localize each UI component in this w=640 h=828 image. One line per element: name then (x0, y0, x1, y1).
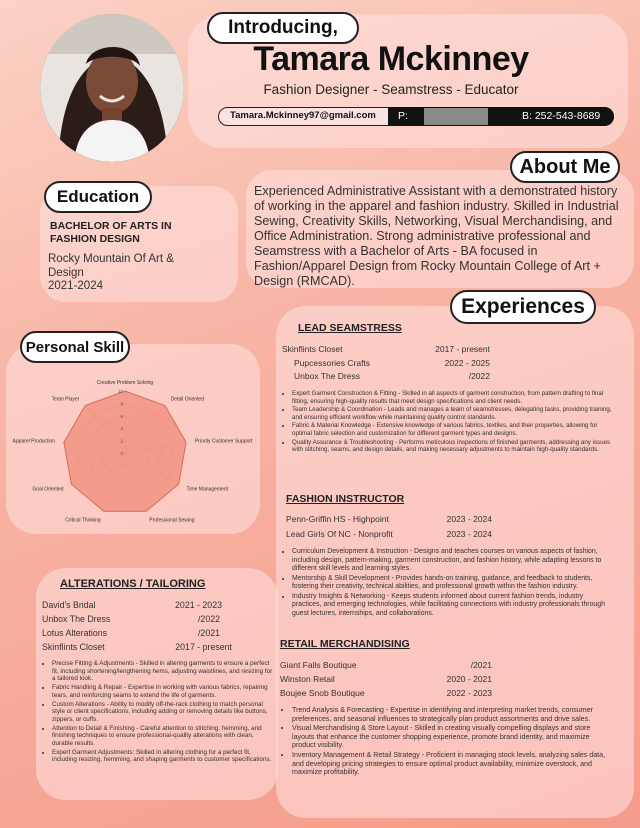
job-place: Boujee Snob Boutique (280, 688, 365, 698)
education-years: 2021-2024 (48, 280, 103, 292)
instructor-bullets (282, 548, 608, 619)
job-place: Lead Girls Of NC - Nonprofit (286, 529, 393, 539)
radar-category-label: Goal Oriented (32, 486, 64, 493)
list-item: • Team Leadership & Coordination - Leads and manages a team of seamstresses, delegating tasks, providing training, and ensuring efficient workflow while maintaining quality control standards. (292, 406, 614, 421)
alterations-bullets (42, 660, 274, 765)
about-heading-pill (510, 151, 620, 183)
job-place: Unbox The Dress (42, 614, 111, 624)
about-text: Experienced Administrative Assistant with a demonstrated history of working in the apparel and fashion industry. Skilled in Industrial Sewing, Creativity Skills, Networking, Visual Merchandising, and Office Administration. Strong administrative professional and Seamstress with a Bachelor of Arts - BA focused in Fashion/Apparel Design from Rocky Mountain College of Art + Design (RMCAD). (254, 184, 619, 288)
education-heading: Education (56, 187, 140, 206)
retail-bullets (282, 706, 606, 778)
email-text[interactable]: Tamara.Mckinney97@gmail.com (230, 110, 376, 121)
job-date: 2017 - present (435, 344, 490, 354)
person-name: Tamara Mckinney (253, 40, 529, 78)
list-item: • Custom Alterations - Ability to modify off-the-rack clothing to match personal style or client specifications, including adding or removing details like buttons, zippers, or cuffs. (52, 701, 274, 724)
radar-category-label: Priority Customer Support (194, 438, 253, 445)
list-item: • Expert Garment Adjustments: Skilled in altering clothing for a perfect fit, including resizing, hemming, and shaping garments to customer specifications. (52, 749, 274, 764)
person-subtitle: Fashion Designer - Seamstress - Educator (263, 82, 519, 97)
phone-redaction (424, 108, 488, 125)
job-row (286, 527, 492, 542)
radar-category-label: Time Management (186, 486, 228, 493)
skills-heading-pill (20, 331, 130, 363)
job-row (42, 640, 232, 654)
job-row (282, 370, 490, 384)
phone-p-label: P: (398, 110, 408, 122)
phone-b-text: B: 252-543-8689 (522, 110, 601, 122)
list-item: • Industry Insights & Networking - Keeps students informed about current fashion trends, industry practices, and emerging technologies, while facilitating connections with industry professionals through guest lectures, internships, and collaborations. (292, 593, 608, 619)
retail-merchandising-title: RETAIL MERCHANDISING (280, 638, 410, 650)
job-row (42, 626, 232, 640)
alterations-title: ALTERATIONS / TAILORING (60, 578, 206, 590)
job-place: Giant Falls Boutique (280, 660, 357, 670)
job-date: 2017 - present (175, 642, 232, 652)
list-item: • Fabric Handling & Repair - Expertise in working with various fabrics, repairing tears, and reinforcing seams to extend the life of garments. (52, 684, 274, 699)
radar-category-label: Critical Thinking (65, 517, 101, 524)
lead-seamstress-title: LEAD SEAMSTRESS (298, 322, 402, 334)
skills-radar-chart (0, 370, 260, 530)
job-date: /2021 (197, 628, 220, 638)
job-date: 2022 - 2025 (444, 357, 490, 368)
job-row (282, 357, 490, 371)
education-heading-pill (44, 181, 152, 213)
fashion-instructor-title: FASHION INSTRUCTOR (286, 493, 405, 505)
radar-tick-label: 0 (120, 451, 123, 456)
list-item: • Fabric & Material Knowledge - Extensive knowledge of various fabrics, textiles, and their properties, allowing for optimal fabric selection and customization for different garment types and designs. (292, 422, 614, 437)
list-item: • Mentorship & Skill Development - Provides hands-on training, guidance, and feedback to students, fostering their creativity, technical abilities, and professional growth within the fashion industry. (292, 575, 608, 592)
experiences-heading-pill (450, 290, 596, 324)
job-date: 2021 - 2023 (175, 600, 222, 610)
education-degree: BACHELOR OF ARTS IN FASHION DESIGN (50, 220, 172, 245)
job-place: Skinflints Closet (42, 642, 105, 652)
lead-jobs (282, 343, 490, 384)
profile-portrait-icon (40, 14, 184, 162)
job-row (282, 343, 490, 357)
job-row (280, 672, 492, 686)
job-date: /2022 (197, 614, 220, 624)
instructor-jobs (286, 512, 492, 542)
radar-category-label: Team Player (51, 396, 80, 403)
education-school: Rocky Mountain Of Art & Design (48, 253, 174, 279)
list-item: • Expert Garment Construction & Fitting - Skilled in all aspects of garment construction, from pattern drafting to final fitting, ensuring high-quality results that meet design specifications and client needs. (292, 390, 614, 405)
experiences-heading: Experiences (461, 295, 585, 318)
radar-tick-label: 2 (120, 438, 123, 444)
job-date: 2023 - 2024 (446, 514, 492, 524)
radar-tick-label: 4 (120, 426, 123, 432)
about-heading: About Me (519, 155, 611, 178)
radar-category-label: Apparel Production (12, 438, 56, 445)
job-place: David's Bridal (42, 600, 96, 610)
intro-text: Introducing, (228, 17, 338, 38)
radar-tick-label: 10 (117, 389, 123, 394)
list-item: • Visual Merchandising & Store Layout - Skilled in creating visually compelling displays and store layouts that enhance the customer shopping experience, promote brand identity, and maximize product visibility. (292, 724, 606, 750)
job-row (42, 612, 232, 626)
job-place: Pupcessories Crafts (294, 357, 371, 368)
radar-category-label: Creative Problem Solving (96, 380, 154, 386)
skills-heading: Personal Skill (25, 338, 125, 356)
radar-tick-label: 6 (120, 413, 123, 419)
job-row (280, 658, 492, 672)
radar-category-label: Professional Sewing (149, 517, 195, 524)
job-place: Skinflints Closet (282, 344, 343, 354)
list-item: • Curriculum Development & Instruction - Designs and teaches courses on various aspects of fashion, including design, pattern-making, garment construction, and fashion history, while adapting lessons to different skill levels and learning styles. (292, 548, 608, 574)
job-date: /2022 (468, 371, 490, 381)
list-item: • Trend Analysis & Forecasting - Expertise in identifying and interpreting market trends, consumer preferences, and seasonal influences to strategically plan product assortments and drive sales. (292, 706, 606, 723)
radar-category-label: Detail Oriented (170, 396, 204, 403)
job-row (280, 686, 492, 700)
job-date: 2022 - 2023 (446, 688, 492, 698)
list-item: • Precise Fitting & Adjustments - Skilled in altering garments to ensure a perfect fit, including shortening/lengthening hems, adjusting waistlines, and resizing for a tailored look. (52, 660, 274, 683)
retail-jobs (280, 658, 492, 700)
alterations-jobs (42, 598, 232, 654)
radar-data-area (64, 391, 186, 511)
job-place: Lotus Alterations (42, 628, 108, 638)
job-row (42, 598, 232, 612)
job-place: Unbox The Dress (294, 371, 360, 381)
job-row (286, 512, 492, 527)
job-date: 2020 - 2021 (446, 674, 492, 684)
job-date: /2021 (470, 660, 492, 670)
list-item: • Inventory Management & Retail Strategy - Proficient in managing stock levels, analyzing sales data, and developing pricing strategies to ensure optimal product availability, minimize overstock, and maximize profitability. (292, 751, 606, 777)
job-place: Penn-Griffin HS - Highpoint (286, 514, 389, 524)
list-item: • Quality Assurance & Troubleshooting - Performs meticulous inspections of finished garments, addressing any issues with stitching, seams, and design details, and making necessary adjustments to maintain high-quality standards. (292, 439, 614, 454)
list-item: • Attention to Detail & Finishing - Careful attention to stitching, hemming, and finishing techniques to ensure professional-quality alterations with clean, durable results. (52, 725, 274, 748)
job-date: 2023 - 2024 (446, 529, 492, 539)
lead-bullets (282, 390, 614, 455)
radar-tick-label: 8 (120, 401, 123, 407)
job-place: Winston Retail (280, 674, 335, 684)
profile-photo (40, 14, 184, 162)
